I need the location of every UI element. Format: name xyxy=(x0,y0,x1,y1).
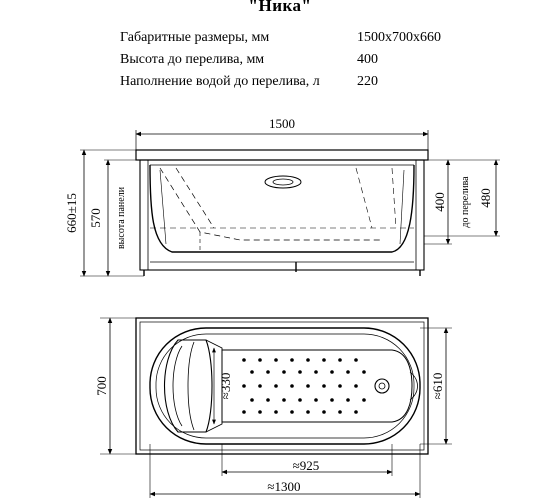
air-jet-dot xyxy=(242,384,246,388)
spec-value: 1500x700x660 xyxy=(357,30,441,45)
panel-caption: высота панели xyxy=(116,186,127,250)
air-jet-dot xyxy=(314,398,318,402)
air-jet-dot xyxy=(298,398,302,402)
air-jet-dot xyxy=(290,358,294,362)
panel-height-label: 570 xyxy=(88,208,103,228)
air-jet-dot xyxy=(354,358,358,362)
air-jet-dot xyxy=(274,384,278,388)
product-title: "Ника" xyxy=(248,0,312,15)
air-jet-dot xyxy=(250,398,254,402)
overflow-height-label: 400 xyxy=(432,192,447,212)
air-jet-dot xyxy=(274,358,278,362)
bottom-length-label: ≈925 xyxy=(292,458,320,473)
air-jet-dot xyxy=(258,358,262,362)
air-jet-dot xyxy=(258,410,262,414)
air-jet-dot xyxy=(330,370,334,374)
tub-body xyxy=(150,165,414,252)
air-jet-dot xyxy=(242,410,246,414)
air-jets xyxy=(242,358,366,414)
top-view xyxy=(100,318,452,498)
air-jet-dot xyxy=(346,398,350,402)
right-height-label: 480 xyxy=(478,188,493,208)
air-jet-dot xyxy=(346,370,350,374)
air-jet-dot xyxy=(242,358,246,362)
air-jet-dot xyxy=(362,370,366,374)
air-jet-dot xyxy=(290,410,294,414)
air-jet-dot xyxy=(274,410,278,414)
air-jet-dot xyxy=(338,358,342,362)
air-jet-dot xyxy=(338,384,342,388)
spec-label: Высота до перелива, мм xyxy=(120,52,265,67)
air-jet-dot xyxy=(266,398,270,402)
air-jet-dot xyxy=(290,384,294,388)
air-jet-dot xyxy=(354,410,358,414)
drain xyxy=(375,379,389,393)
height-total-label: 660±15 xyxy=(64,193,79,233)
top-inner-bowl xyxy=(150,328,420,444)
bathtub-rim xyxy=(136,150,428,160)
overflow-fitting xyxy=(265,176,301,188)
air-jet-dot xyxy=(266,370,270,374)
air-jet-dot xyxy=(298,370,302,374)
overflow-caption: до перелива xyxy=(460,176,471,228)
inner-width-label: ≈610 xyxy=(430,372,445,400)
air-jet-dot xyxy=(314,370,318,374)
air-jet-dot xyxy=(362,398,366,402)
air-jet-dot xyxy=(306,358,310,362)
air-jet-dot xyxy=(282,398,286,402)
air-jet-dot xyxy=(322,410,326,414)
width-label: 700 xyxy=(94,376,109,396)
inner-length-label: ≈1300 xyxy=(267,479,301,494)
spec-value: 400 xyxy=(357,52,378,67)
air-jet-dot xyxy=(258,384,262,388)
backrest-label: ≈330 xyxy=(218,372,233,400)
air-jet-dot xyxy=(322,384,326,388)
spec-label: Наполнение водой до перелива, л xyxy=(120,74,320,89)
air-jet-dot xyxy=(354,384,358,388)
air-jet-dot xyxy=(330,398,334,402)
air-jet-dot xyxy=(306,410,310,414)
spec-label: Габаритные размеры, мм xyxy=(120,30,270,45)
air-jet-dot xyxy=(250,370,254,374)
spec-value: 220 xyxy=(357,74,378,89)
tub-bottom xyxy=(222,350,412,422)
air-jet-dot xyxy=(282,370,286,374)
air-jet-dot xyxy=(306,384,310,388)
air-jet-dot xyxy=(322,358,326,362)
air-jet-dot xyxy=(338,410,342,414)
length-label: 1500 xyxy=(269,116,295,131)
